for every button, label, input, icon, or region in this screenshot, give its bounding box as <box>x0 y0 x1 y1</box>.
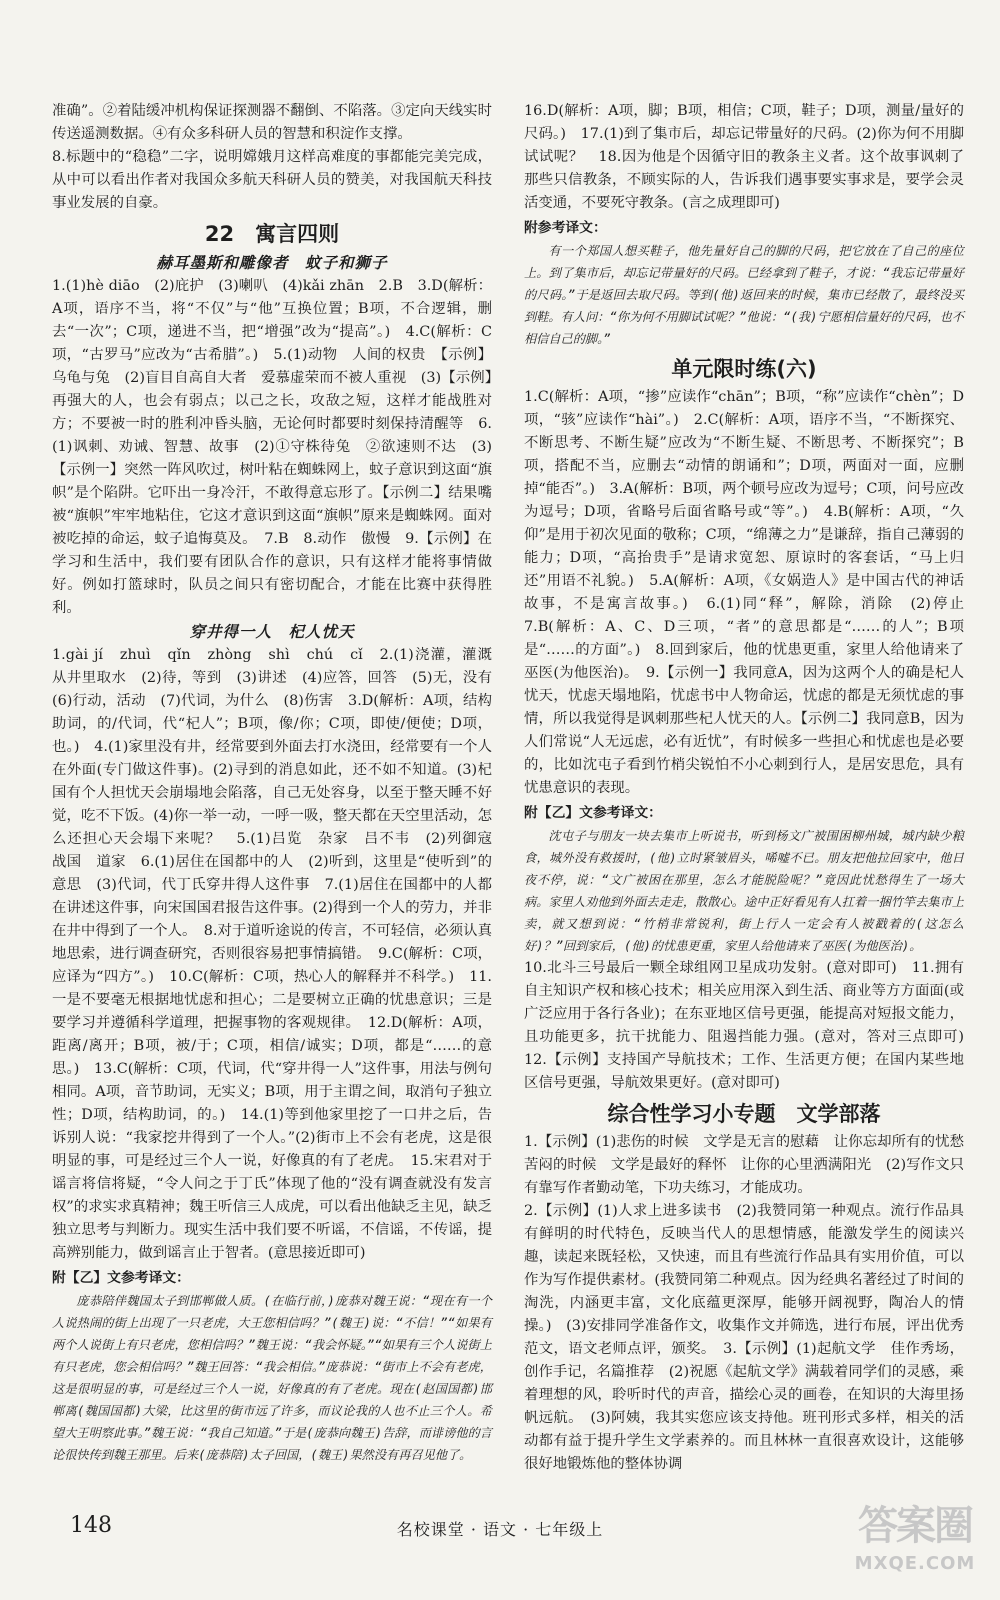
answer-paragraph: 1.C(解析：A项，“掺”应读作“chān”；B项，“称”应读作“chèn”；D项，“骇”应读作“hài”。) 2.C(解析：A项，语序不当，“不断探究、不断思考、不断生疑”应改为“不断生疑、不断思考、不断探究”；B项，搭配不当，应删去“动情的朗诵和”；D项，两面对一面，应删掉“能否”。) 3.A(解析：B项，两个顿号应改为逗号；C项，问号应改为逗号；D项，省略号后面省略号或“等”。) 4.B(解析：A项，“久仰”是用于初次见面的敬称；C项，“绵薄之力”是谦辞，指自己薄弱的能力；D项，“高抬贵手”是请求宽恕、原谅时的客套话，“马上归还”用语不礼貌。) 5.A(解析：A项，《女娲造人》是中国古代的神话故事，不是寓言故事。) 6.(1)同“释”，解除，消除 (2)停止 7.B(解析：A、C、D三项，“者”的意思都是“……的人”；B项是“……的方面”。) 8.回到家后，他的忧患更重，家里人给他请来了巫医(为他医治)。 9.【示例一】我同意A，因为这两个人的确是杞人忧天，忧虑天塌地陷，忧虑书中人物命运，忧虑的都是无须忧虑的事情，所以我觉得是讽刺那些杞人忧天的人。【示例二】我同意B，因为人们常说“人无远虑，必有近忧”，有时候多一些担心和忧虑也是必要的，比如沈屯子看到竹梢尖锐怕不小心刺到行人，是居安思危，具有忧患意识的表现。 <box>524 389 979 796</box>
right-column <box>524 100 979 1476</box>
book-title: 名校课堂 · 语文 · 七年级上 <box>396 1520 604 1539</box>
section-title: 22 寓言四则 <box>204 222 340 246</box>
translation-text: 庞恭陪伴魏国太子到邯郸做人质。(在临行前，)庞恭对魏王说：“现在有一个人说热闹的街上出现了一只老虎，大王您相信吗？”(魏王)说：“不信！”“如果有两个人说街上有只老虎，您相信吗？”魏王说：“我会怀疑。”“如果有三个人说街上有只老虎，您会相信吗？”魏王回答：“我会相信。”庞恭说：“街市上不会有老虎，这是很明显的事，可是经过三个人一说，好像真的有了老虎。现在(赵国国都)邯郸离(魏国国都)大梁，比这里的街市远了许多，而议论我的人也不止三个人。希望大王明察此事。”魏王说：“我自己知道。”于是(庞恭向魏王)告辞，而诽谤他的言论很快传到魏王那里。后来(庞恭陪)太子回国，(魏王)果然没有再召见他了。 <box>52 1294 492 1462</box>
section-title: 综合性学习小专题 文学部落 <box>607 1102 881 1126</box>
reference-label: 附【乙】文参考译文： <box>52 1270 190 1286</box>
translation-text: 沈屯子与朋友一块去集市上听说书，听到杨文广被围困柳州城，城内缺少粮食，城外没有救援时，(他)立时紧皱眉头，唏嘘不已。朋友把他拉回家中，他日夜不停，说：“文广被困在那里，怎么才能脱险呢？”竟因此忧愁得生了一场大病。家里人劝他到外面去走走，散散心。途中正好看见有人扛着一捆竹竿去集市上卖，就又想到说：“竹梢非常锐利，街上行人一定会有人被戳着的(这怎么好)？”回到家后，(他)的忧患更重，家里人给他请来了巫医(为他医治)。 <box>524 829 964 953</box>
sub-title: 穿井得一人 杞人忧天 <box>189 622 355 641</box>
answer-paragraph: 准确”。②着陆缓冲机构保证探测器不翻倒、不陷落。③定向天线实时传送遥测数据。④有众多科研人员的智慧和积淀作支撑。 <box>52 103 492 142</box>
page-number: 148 <box>70 1513 112 1538</box>
answer-paragraph: 16.D(解析：A项，脚；B项，相信；C项，鞋子；D项，测量/量好的尺码。) 17.(1)到了集市后，却忘记带量好的尺码。(2)你为何不用脚试试呢？ 18.因为他是个因循守旧的教条主义者。这个故事讽刺了那些只信教条，不顾实际的人，告诉我们遇事要实事求是，要学会灵活变通，不要死守教条。(言之成理即可) <box>524 103 964 211</box>
section-title: 单元限时练(六) <box>671 357 817 381</box>
watermark-logo-text: 答案圈 <box>858 1503 972 1549</box>
answer-paragraph: 1.gài jí zhuì qǐn zhòng shì chú cǐ 2.(1)浇灌，灌溉 从井里取水 (2)待，等到 (3)讲述 (4)应答，回答 (5)无，没有 (6)行动，活动 (7)代词，为什么 (8)伤害 3.D(解析：A项，结构助词，的/代词，代“杞人”；B项，像/你；C项，即使/便使；D项，也。) 4.(1)家里没有井，经常要到外面去打水浇田，经常要有一个人在外面(专门做这件事)。(2)寻到的消息如此，还不如不知道。(3)杞国有个人担忧天会崩塌地会陷落，自己无处容身，以至于整天睡不好觉，吃不下饭。(4)你一举一动，一呼一吸，整天都在天空里活动，怎么还担心天会塌下来呢？ 5.(1)吕览 杂家 吕不韦 (2)列御寇 战国 道家 6.(1)居住在国都中的人 (2)听到，这里是“使听到”的意思 (3)代词，代丁氏穿井得人这件事 7.(1)居住在国都中的人都在讲述这件事，向宋国国君报告这件事。(2)得到一个人的劳力，并非在井中得到了一个人。 8.对于道听途说的传言，不可轻信，必须认真地思索，进行调查研究，否则很容易把事情搞错。 9.C(解析：C项，应译为“四方”。) 10.C(解析：C项，热心人的解释并不科学。) 11.一是不要毫无根据地忧虑和担心；二是要树立正确的忧患意识；三是要学习并遵循科学道理，把握事物的客观规律。 12.D(解析：A项，距离/离开；B项，被/于；C项，相信/诚实；D项，都是“……的意思。) 13.C(解析：C项，代词，代“穿井得一人”这件事，用法与例句相同。A项，音节助词，无实义；B项，用于主谓之间，取消句子独立性；D项，结构助词，的。) 14.(1)等到他家里挖了一口井之后，告诉别人说：“我家挖井得到了一个人。”(2)街市上不会有老虎，这是很明显的事，可是经过三个人一说，好像真的有了老虎。 15.宋君对于谣言将信将疑，“令人问之于丁氏”体现了他的“没有调查就没有发言权”的求实求真精神；魏王听信三人成虎，可以看出他缺乏主见，缺乏独立思考与判断力。现实生活中我们要不听谣，不信谣，不传谣，提高辨别能力，做到谣言止于智者。(意思接近即可) <box>52 647 507 1261</box>
left-column <box>52 100 507 1466</box>
answer-paragraph: 10.北斗三号最后一颗全球组网卫星成功发射。(意对即可) 11.拥有自主知识产权和核心技术；相关应用深入到生活、商业等方方面面(或广泛应用于各行各业)；在东亚地区信号更强，能提高对短报文能力，且功能更多，抗干扰能力、阻遏挡能力强。(意对，答对三点即可) 12.【示例】支持国产导航技术；工作、生活更方便；在国内某些地区信号更强，导航效果更好。(意对即可) <box>524 960 979 1091</box>
answer-paragraph: 1.(1)hè diāo (2)庇护 (3)喇叭 (4)kǎi zhān 2.B 3.D(解析：A项，语序不当，将“不仅”与“他”互换位置；B项，不合逻辑，删去“一次”；C项，递进不当，把“增强”改为“提高”。) 4.C(解析：C项，“古罗马”应改为“古希腊”。) 5.(1)动物 人间的权贵 【示例】乌龟与兔 (2)盲目自高自大者 爱慕虚荣而不被人重视 (3)【示例】再强大的人，也会有弱点；以己之长，攻敌之短，这样才能战胜对方；不要被一时的胜利冲昏头脑，无论何时都要时刻保持清醒等 6.(1)讽刺、劝诫、智慧、故事 (2)①守株待兔 ②欲速则不达 (3)【示例一】突然一阵风吹过，树叶粘在蜘蛛网上，蚊子意识到这面“旗帜”是个陷阱。它吓出一身冷汗，不敢得意忘形了。【示例二】结果嘴被“旗帜”牢牢地粘住，它这才意识到这面“旗帜”原来是蜘蛛网。面对被吃掉的命运，蚊子追悔莫及。 7.B 8.动作 傲慢 9.【示例】在学习和生活中，我们要有团队合作的意识，只有这样才能将事情做好。例如打篮球时，队员之间只有密切配合，才能在比赛中获得胜利。 <box>52 278 492 616</box>
sub-title: 赫耳墨斯和雕像者 蚊子和狮子 <box>156 253 388 272</box>
answer-paragraph: 2.【示例】(1)人求上进多读书 (2)我赞同第一种观点。流行作品具有鲜明的时代特色，反映当代人的思想情感，能激发学生的阅读兴趣，读起来既轻松，又快速，而且有些流行作品具有实用价值，可以作为写作提供素材。(我赞同第二种观点。因为经典名著经过了时间的淘洗，内涵更丰富，文化底蕴更深厚，能够开阔视野，陶冶人的情操。) (3)安排同学准备作文，收集作文并筛选，进行布展，评出优秀范文，语文老师点评，颁奖。 3.【示例】(1)起航文学 佳作秀场，创作手记，名篇推荐 (2)祝愿《起航文学》满载着同学们的灵感，乘着理想的风，聆听时代的声音，描绘心灵的画卷，在知识的大海里扬帆远航。 (3)阿姨，我其实您应该支持他。班刊形式多样，相关的活动都有益于提升学生文学素养的。而且林林一直很喜欢设计，这能够很好地锻炼他的整体协调 <box>524 1203 964 1472</box>
answer-paragraph: 8.标题中的“稳稳”二字，说明嫦娥月这样高难度的事都能完美完成，从中可以看出作者对我国众多航天科研人员的赞美，对我国航天科技事业发展的自豪。 <box>52 149 492 211</box>
reference-label: 附【乙】文参考译文： <box>524 805 662 821</box>
translation-text: 有一个郑国人想买鞋子，他先量好自己的脚的尺码，把它放在了自己的座位上。到了集市后，却忘记带量好的尺码。已经拿到了鞋子，才说：“我忘记带量好的尺码。”于是返回去取尺码。等到(他)返回来的时候，集市已经散了，最终没买到鞋。有人问：“你为何不用脚试试呢？”他说：“(我)宁愿相信量好的尺码，也不相信自己的脚。” <box>524 244 964 346</box>
answer-paragraph: 1.【示例】(1)悲伤的时候 文学是无言的慰藉 让你忘却所有的忧愁 苦闷的时候 文学是最好的释怀 让你的心里洒满阳光 (2)写作文只有靠写作者勤动笔，下功夫练习，才能成功。 <box>524 1134 979 1196</box>
watermark-url: MXQE.COM <box>854 1553 976 1574</box>
reference-label: 附参考译文： <box>524 220 607 236</box>
watermark-logo <box>850 1500 980 1590</box>
